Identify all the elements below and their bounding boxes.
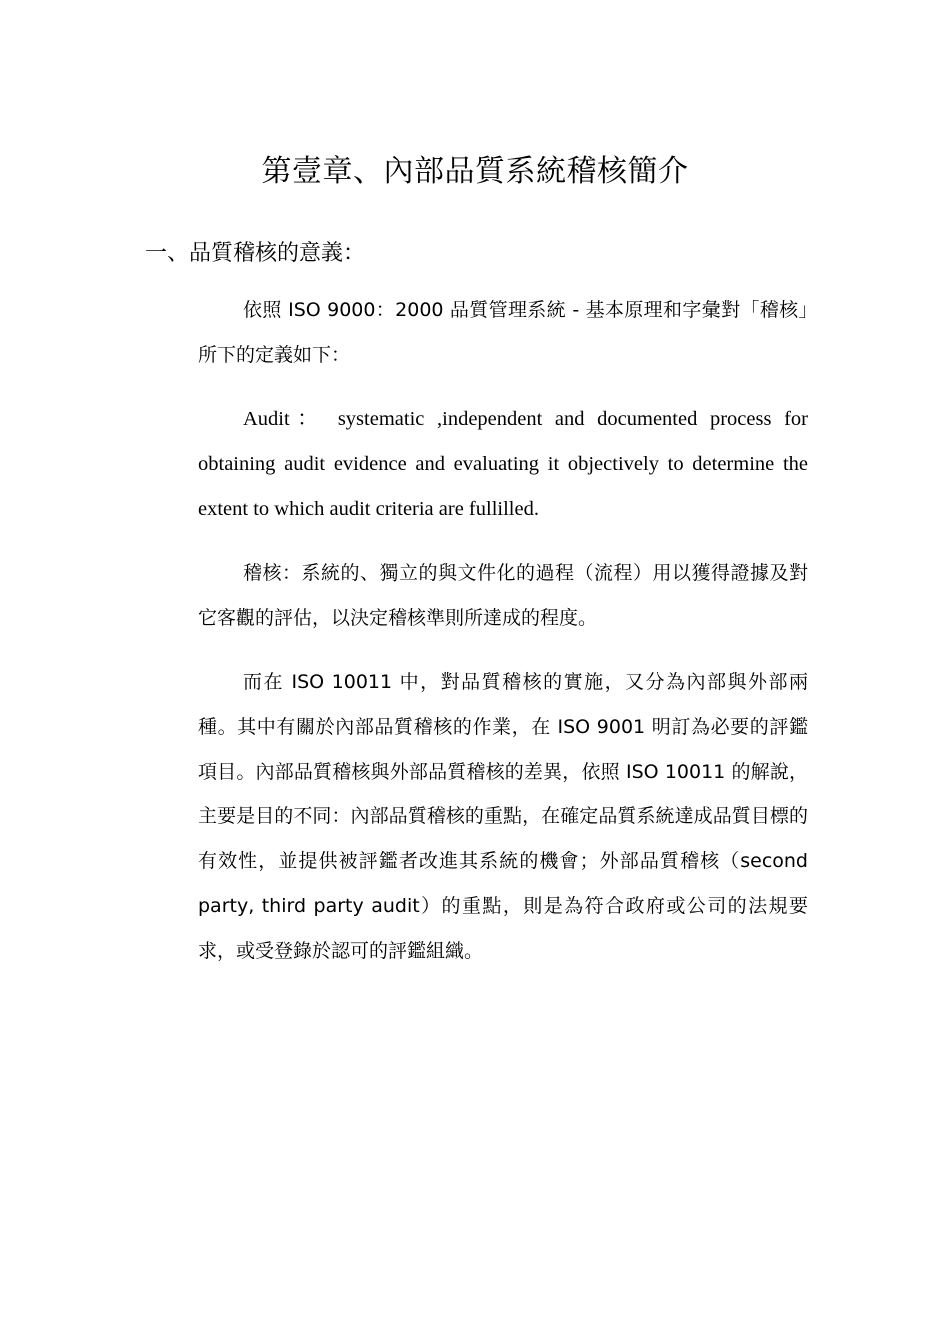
paragraph-audit-chinese-definition: 稽核：系統的、獨立的與文件化的過程（流程）用以獲得證據及對它客觀的評估，以決定稽核準則所達成的程度。 [198, 562, 808, 629]
paragraph-iso10011-explanation: 而在 ISO 10011 中，對品質稽核的實施，又分為內部與外部兩種。其中有關於內部品質稽核的作業，在 ISO 9001 明訂為必要的評鑑項目。內部品質稽核與外部品質稽核的差異，依照 ISO 10011 的解說，主要是目的不同：內部品質稽核的重點，在確定品質系統達成品質目標的有效性，並提供被評鑑者改進其系統的機會；外部品質稽核（second party, third party audit）的重點，則是為符合政府或公司的法規要求，或受登錄於認可的評鑑組織。 [198, 671, 808, 962]
chapter-title: 第壹章、內部品質系統稽核簡介 [261, 154, 689, 189]
paragraph-audit-english-definition: Audit： systematic ,independent and documented process for obtaining audit evidence and evaluating it objectively to determine the extent to which audit criteria are fullilled. [198, 408, 808, 520]
section-heading: 一、品質稽核的意義： [145, 241, 366, 266]
paragraph-iso9000-definition-intro: 依照 ISO 9000：2000 品質管理系統 - 基本原理和字彙對「稽核」所下的定義如下： [198, 299, 808, 366]
